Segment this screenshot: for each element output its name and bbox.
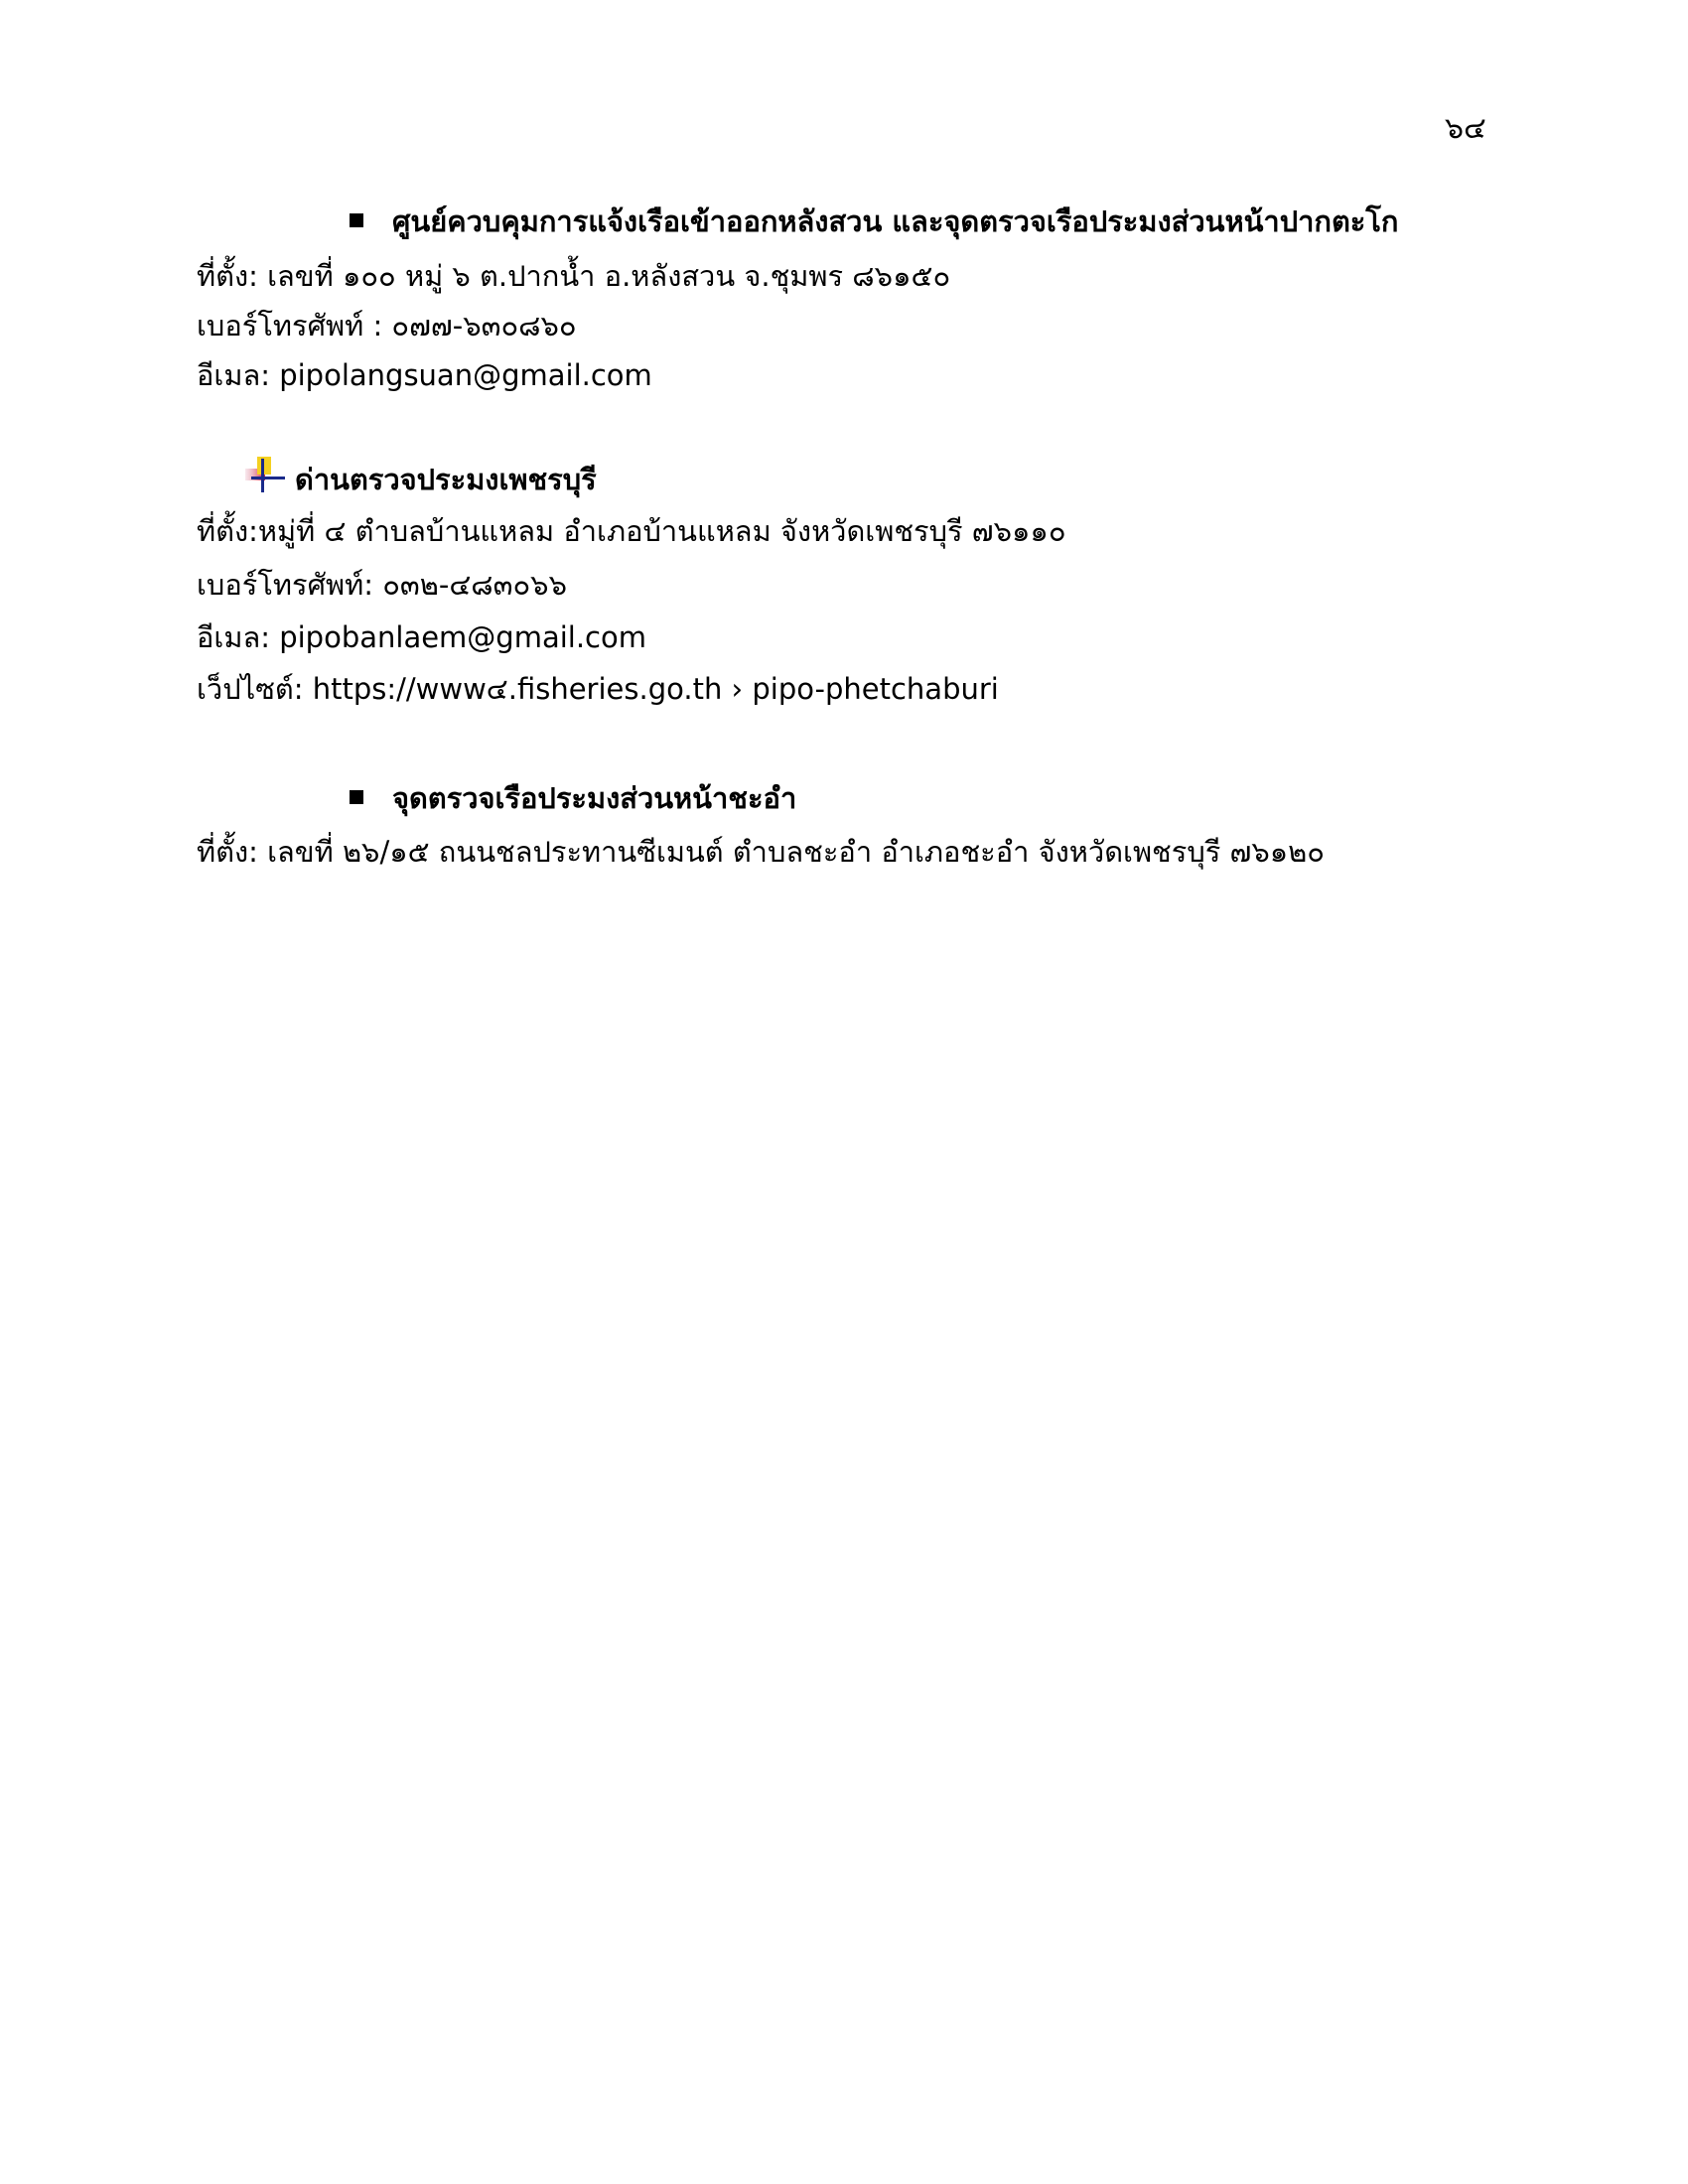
section-heading-1: ศูนย์ควบคุมการแจ้งเรือเข้าออกหลังสวน และจุดตรวจเรือประมงส่วนหน้าปากตะโก xyxy=(392,205,1399,238)
address-line-3: ที่ตั้ง: เลขที่ ๒๖/๑๕ ถนนชลประทานซีเมนต์ ตำบลชะอำ อำเภอชะอำ จังหวัดเพชรบุรี ๗๖๑๒๐ xyxy=(197,835,1325,869)
bullet-square-1 xyxy=(350,213,363,227)
email-line-1: อีเมล: pipolangsuan@gmail.com xyxy=(197,358,652,392)
phone-line-2: เบอร์โทรศัพท์: ๐๓๒-๔๘๓๐๖๖ xyxy=(197,568,567,602)
bullet-square-3 xyxy=(350,790,363,804)
email-line-2: อีเมล: pipobanlaem@gmail.com xyxy=(197,620,646,654)
page-number: ๖๔ xyxy=(1445,111,1486,146)
website-line-2: เว็ปไซต์: https://www๔.fisheries.go.th › pipo-phetchaburi xyxy=(197,672,999,706)
address-line-2: ที่ตั้ง:หมู่ที่ ๔ ตำบลบ้านแหลม อำเภอบ้านแหลม จังหวัดเพชรบุรี ๗๖๑๑๐ xyxy=(197,514,1066,548)
address-line-1: ที่ตั้ง: เลขที่ ๑๐๐ หมู่ ๖ ต.ปากน้ำ อ.หลังสวน จ.ชุมพร ๘๖๑๕๐ xyxy=(197,259,951,293)
phone-line-1: เบอร์โทรศัพท์ : ๐๗๗-๖๓๐๘๖๐ xyxy=(197,309,577,342)
decorative-cross-icon xyxy=(243,455,289,496)
section-heading-3: จุดตรวจเรือประมงส่วนหน้าชะอำ xyxy=(392,781,797,815)
section-heading-2: ด่านตรวจประมงเพชรบุรี xyxy=(295,463,597,496)
